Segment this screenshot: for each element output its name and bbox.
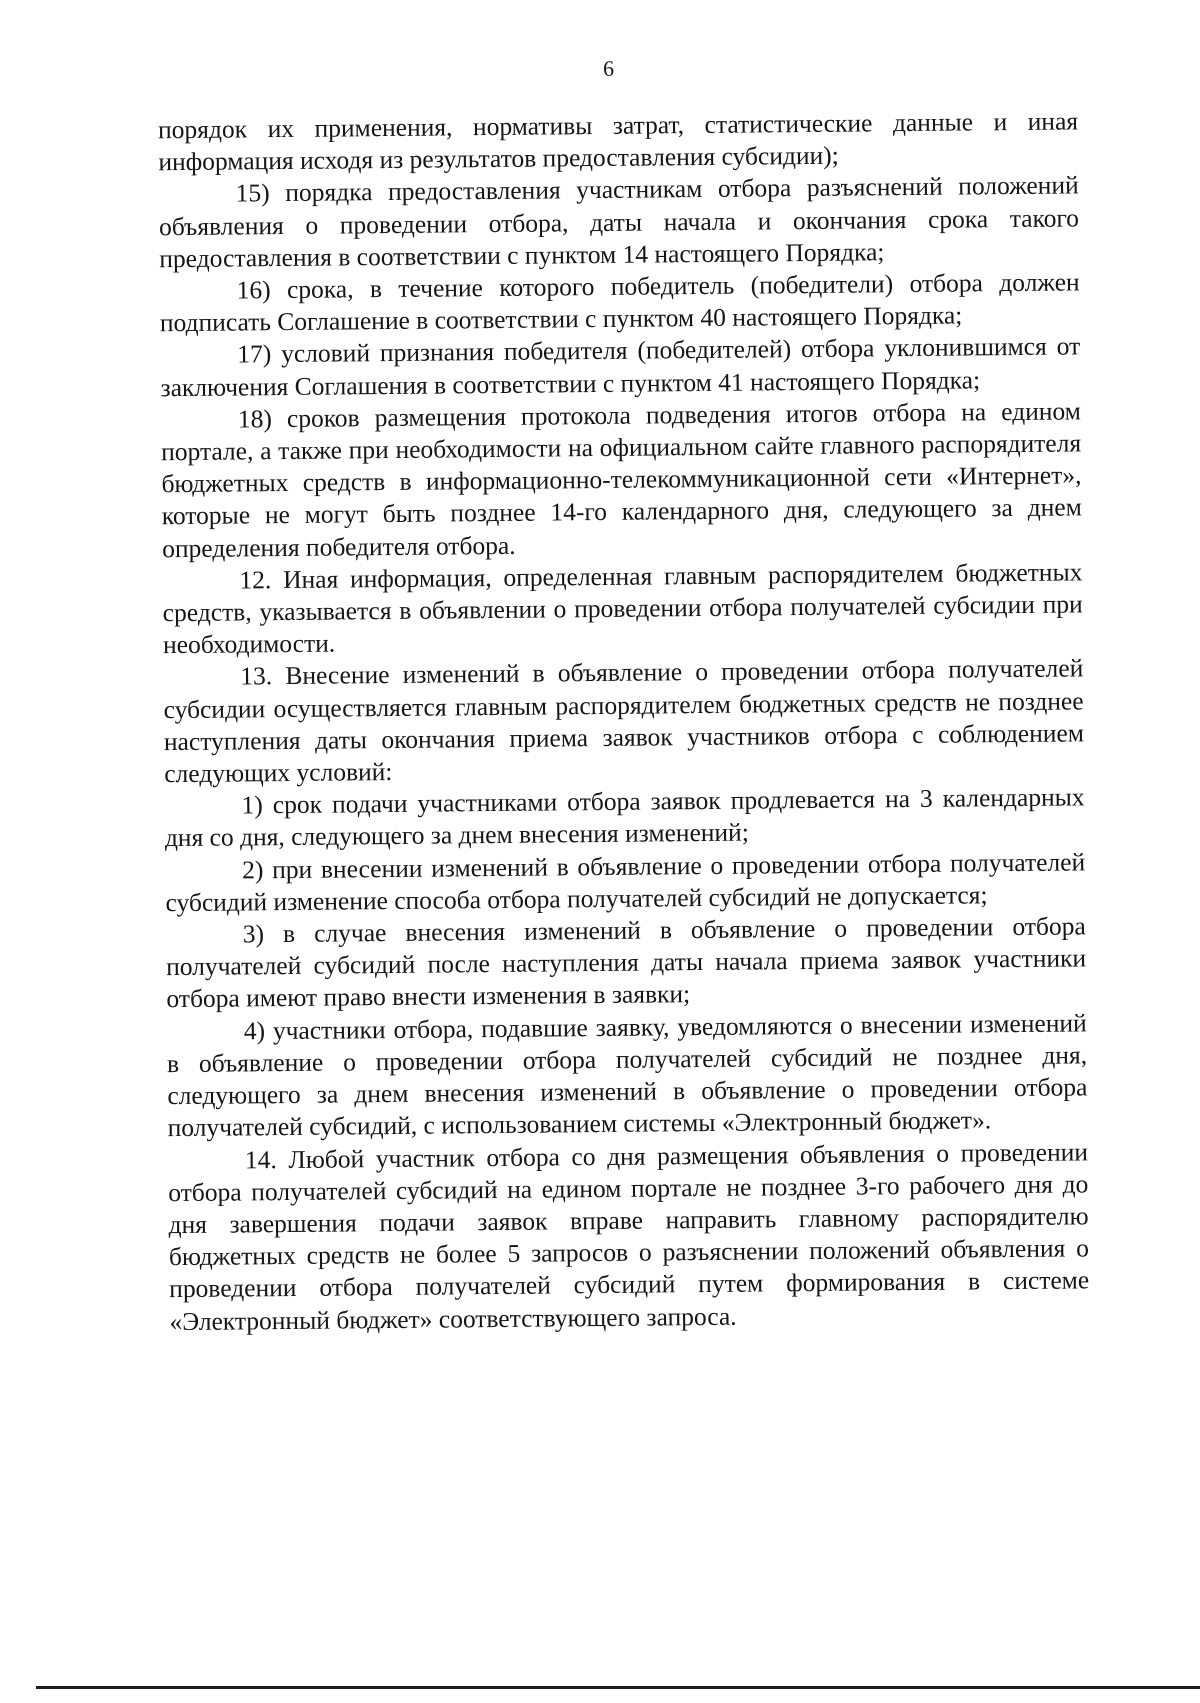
paragraph-continuation: порядок их применения, нормативы затрат, статистические данные и иная информация исходя из результатов предоставления субсидии); (157, 106, 1079, 177)
paragraph-clause-13: 13. Внесение изменений в объявление о проведении отбора получателей субсидии осуществляется главным распорядителем бюджетных средств не позднее наступления даты окончания приема заявок участников отбора с соблюдением следующих условий: (163, 653, 1085, 789)
paragraph-item-18: 18) сроков размещения протокола подведения итогов отбора на едином портале, а также при необходимости на официальном сайте главного распорядителя бюджетных средств в информационно-телекоммуникационной сети «Интернет», которые не могут быть позднее 14-го календарного дня, следующего за днем определения победителя отбора. (161, 396, 1082, 563)
paragraph-condition-1: 1) срок подачи участниками отбора заявок продлевается на 3 календарных дня со дня, следующего за днем внесения изменений; (164, 782, 1085, 853)
document-body (158, 105, 1090, 1337)
scan-bottom-edge (36, 1686, 1200, 1689)
paragraph-clause-12: 12. Иная информация, определенная главным распорядителем бюджетных средств, указывается в объявлении о проведении отбора получателей субсидии при необходимости. (162, 557, 1083, 660)
paragraph-item-17: 17) условий признания победителя (победителей) отбора уклонившимся от заключения Соглашения в соответствии с пунктом 41 настоящего Порядка; (160, 331, 1081, 402)
paragraph-clause-14: 14. Любой участник отбора со дня размещения объявления о проведении отбора получателей субсидий на едином портале не позднее 3-го рабочего дня до дня завершения подачи заявок вправе направить главному распорядителю бюджетных средств не более 5 запросов о разъяснении положений объявления о проведении отбора получателей субсидий путем формирования в системе «Электронный бюджет» соответствующего запроса. (168, 1136, 1090, 1336)
paragraph-condition-2: 2) при внесении изменений в объявление о проведении отбора получателей субсидий изменение способа отбора получателей субсидий не допускается; (165, 847, 1086, 918)
paragraph-item-16: 16) срока, в течение которого победитель (победители) отбора должен подписать Соглашение в соответствии с пунктом 40 настоящего Порядка; (159, 267, 1080, 338)
paragraph-condition-3: 3) в случае внесения изменений в объявление о проведении отбора получателей субсидий после наступления даты начала приема заявок участники отбора имеют право внести изменения в заявки; (165, 911, 1087, 1014)
paragraph-item-15: 15) порядка предоставления участникам отбора разъяснений положений объявления о проведении отбора, даты начала и окончания срока такого предоставления в соответствии с пунктом 14 настоящего Порядка; (158, 170, 1080, 274)
paragraph-condition-4: 4) участники отбора, подавшие заявку, уведомляются о внесении изменений в объявление о проведении отбора получателей субсидий не позднее дня, следующего за днем внесения изменений в объявление о проведении отбора получателей субсидий, с использованием системы «Электронный бюджет». (166, 1008, 1088, 1143)
page-number: 6 (602, 55, 615, 81)
